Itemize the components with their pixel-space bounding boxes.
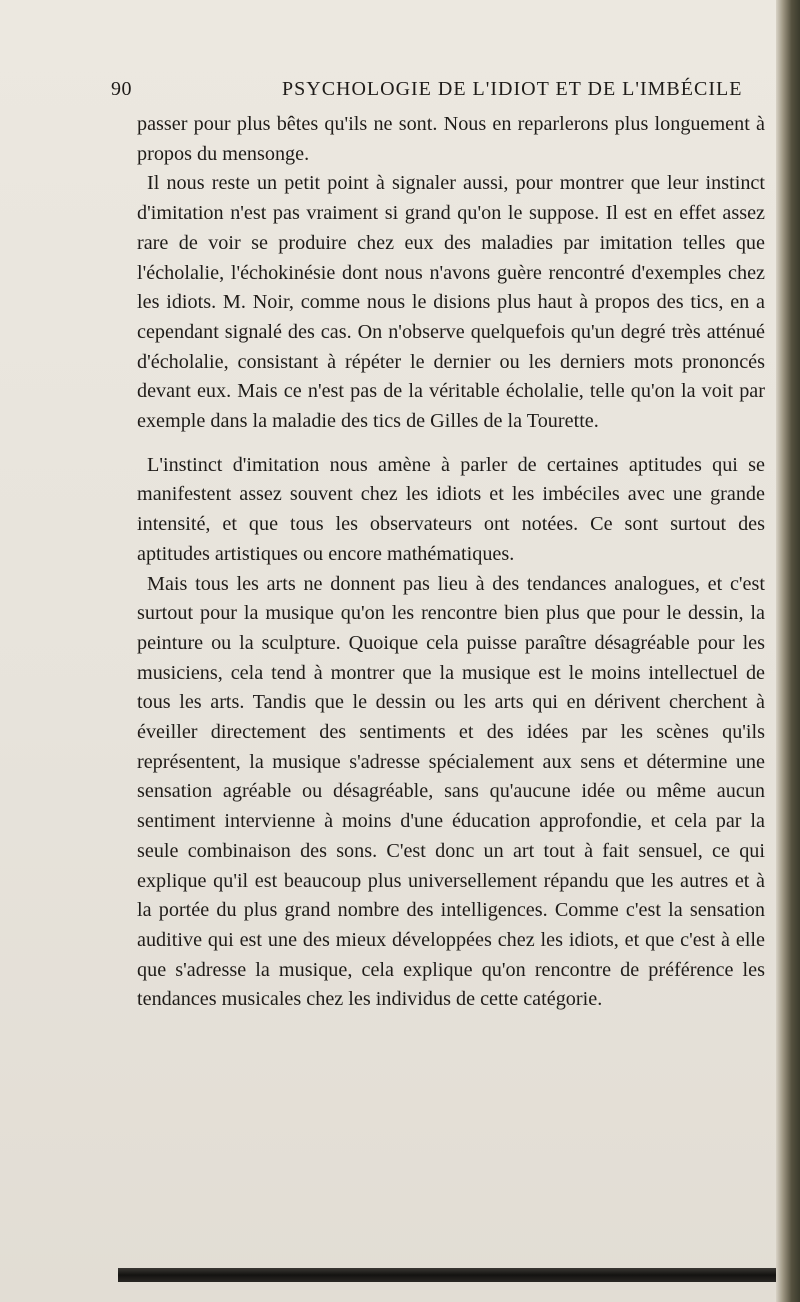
page-header	[111, 78, 791, 108]
paragraph: Mais tous les arts ne donnent pas lieu à des tendances analogues, et c'est surtout pour la musique qu'on les rencontre bien plus que pour le dessin, la peinture ou la sculpture. Quoique cela puisse paraître désagréable pour les musiciens, cela tend à montrer que la musique est le moins intellectuel de tous les arts. Tandis que le dessin ou les arts qui en dérivent cherchent à éveiller directement des sentiments et des idées par les scènes qu'ils représentent, la musique s'adresse spécialement aux sens et détermine une sensation agréable ou désagréable, sans qu'aucune idée ou même aucun sentiment intervienne à moins d'une éducation approfondie, et cela par la seule combinaison des sons. C'est donc un art tout à fait sensuel, ce qui explique qu'il est beaucoup plus universellement répandu que les autres et à la portée du plus grand nombre des intelligences. Comme c'est la sensation auditive qui est une des mieux développées chez les idiots, et que c'est à elle que s'adresse la musique, cela explique qu'on rencontre de préférence les tendances musicales chez les individus de cette catégorie.	[137, 572, 765, 1011]
paragraph: L'instinct d'imitation nous amène à parler de certaines aptitudes qui se manifestent assez souvent chez les idiots et les imbéciles avec une grande intensité, et que tous les observateurs ont notées. Ce sont surtout des aptitudes artistiques ou encore mathématiques.	[137, 453, 765, 565]
running-title: PSYCHOLOGIE DE L'IDIOT ET DE L'IMBÉCILE	[282, 78, 743, 100]
body-text	[137, 110, 765, 1015]
page-bottom-edge	[118, 1268, 800, 1282]
page-binding-edge	[776, 0, 800, 1302]
page-number: 90	[111, 78, 132, 100]
paragraph: Il nous reste un petit point à signaler aussi, pour montrer que leur instinct d'imitation n'est pas vraiment si grand qu'on le suppose. Il est en effet assez rare de voir se produire chez eux des maladies par imitation telles que l'écholalie, l'échokinésie dont nous n'avons guère rencontré d'exemples chez les idiots. M. Noir, comme nous le disions plus haut à propos des tics, en a cependant signalé des cas. On n'observe quelquefois qu'un degré très atténué d'écholalie, consistant à répéter le dernier ou les derniers mots prononcés devant eux. Mais ce n'est pas de la véritable écholalie, telle qu'on la voit par exemple dans la maladie des tics de Gilles de la Tourette.	[137, 172, 765, 433]
paragraph: passer pour plus bêtes qu'ils ne sont. Nous en reparlerons plus longuement à propos du mensonge.	[137, 113, 765, 165]
